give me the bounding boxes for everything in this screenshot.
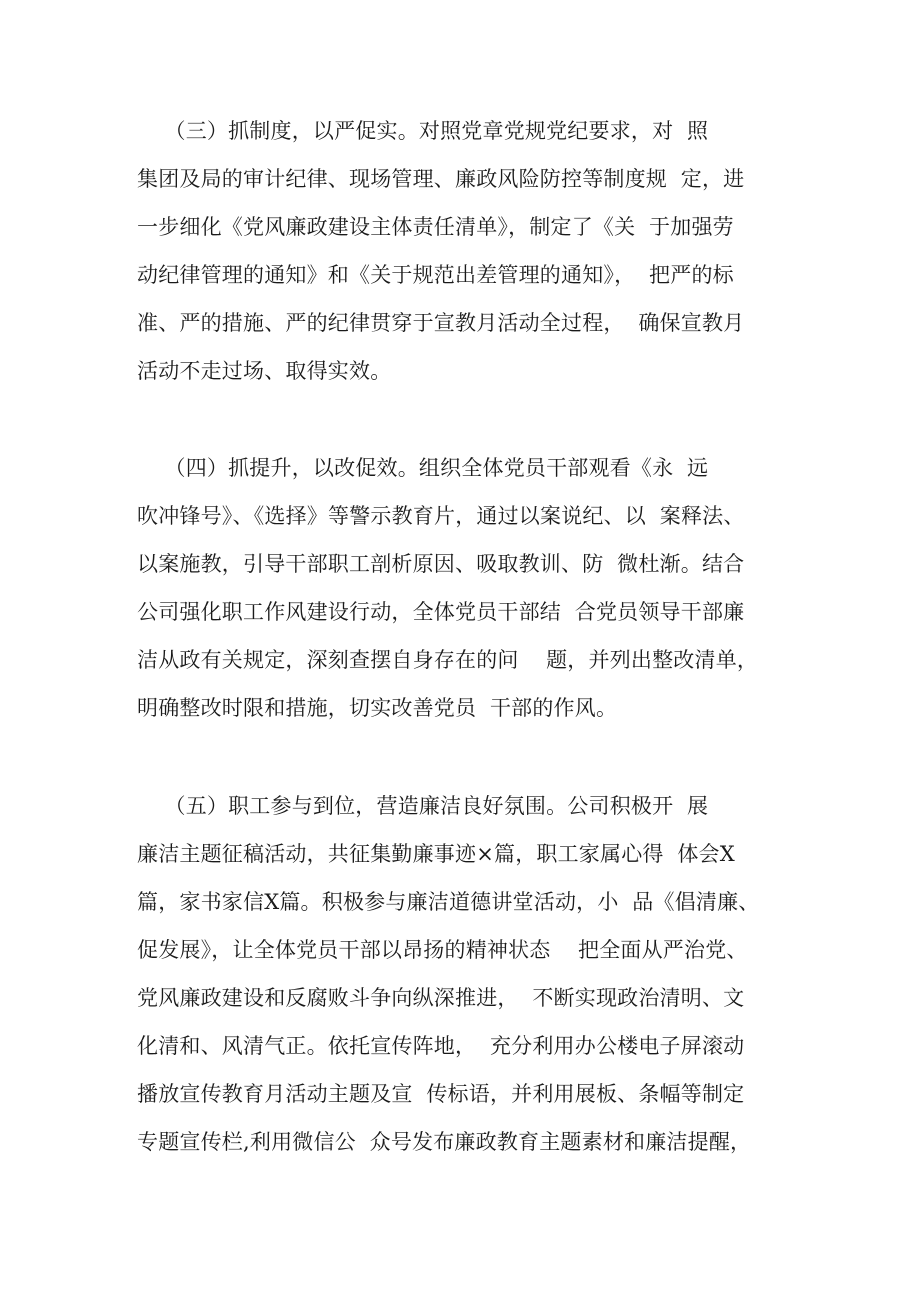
paragraph-section-three [137,107,797,395]
text-line: 化清和、风清气正。依托宣传阵地， 充分利用办公楼电子屏滚动 [137,1034,745,1058]
text-line: 公司强化职工作风建设行动，全体党员干部结 合党员领导干部廉 [137,600,745,624]
paragraph-section-four [137,444,797,732]
text-line: 集团及局的审计纪律、现场管理、廉政风险防控等制度规 定，进 [137,167,745,191]
text-line: （五）职工参与到位，营造廉洁良好氛围。公司积极开 展 [137,794,709,818]
text-line: 一步细化《党风廉政建设主体责任清单》，制定了《关 于加强劳 [137,215,734,239]
text-line: 动纪律管理的通知》和《关于规范出差管理的通知》， 把严的标 [137,263,734,287]
text-line: （四）抓提升，以改促效。组织全体党员干部观看《永 远 [137,456,709,480]
text-line: 播放宣传教育月活动主题及宣 传标语，并利用展板、条幅等制定 [137,1082,745,1106]
text-line: 篇，家书家信X篇。积极参与廉洁道德讲堂活动，小 品《倡清廉、 [137,890,760,914]
paragraph-section-five [137,782,797,1166]
text-line: 党风廉政建设和反腐败斗争向纵深推进， 不断实现政治清明、文 [137,986,745,1010]
text-line: 活动不走过场、取得实效。 [137,359,392,383]
text-line: 专题宣传栏,利用微信公 众号发布廉政教育主题素材和廉洁提醒， [137,1130,752,1154]
text-line: 洁从政有关规定，深刻查摆自身存在的问 题，并列出整改清单， [137,648,759,672]
text-line: 促发展》，让全体党员干部以昂扬的精神状态 把全面从严治党、 [137,938,748,962]
text-line: 廉洁主题征稿活动，共征集勤廉事迹×篇，职工家属心得 体会X [137,842,735,866]
text-line: 吹冲锋号》、《选择》等警示教育片，通过以案说纪、以 案释法、 [137,504,745,528]
text-line: 准、严的措施、严的纪律贯穿于宣教月活动全过程， 确保宣教月 [137,311,745,335]
text-line: （三）抓制度，以严促实。对照党章党规党纪要求，对 照 [137,119,709,143]
text-line: 明确整改时限和措施，切实改善党员 干部的作风。 [137,696,618,720]
text-line: 以案施教，引导干部职工剖析原因、吸取教训、防 微杜渐。结合 [137,552,745,576]
